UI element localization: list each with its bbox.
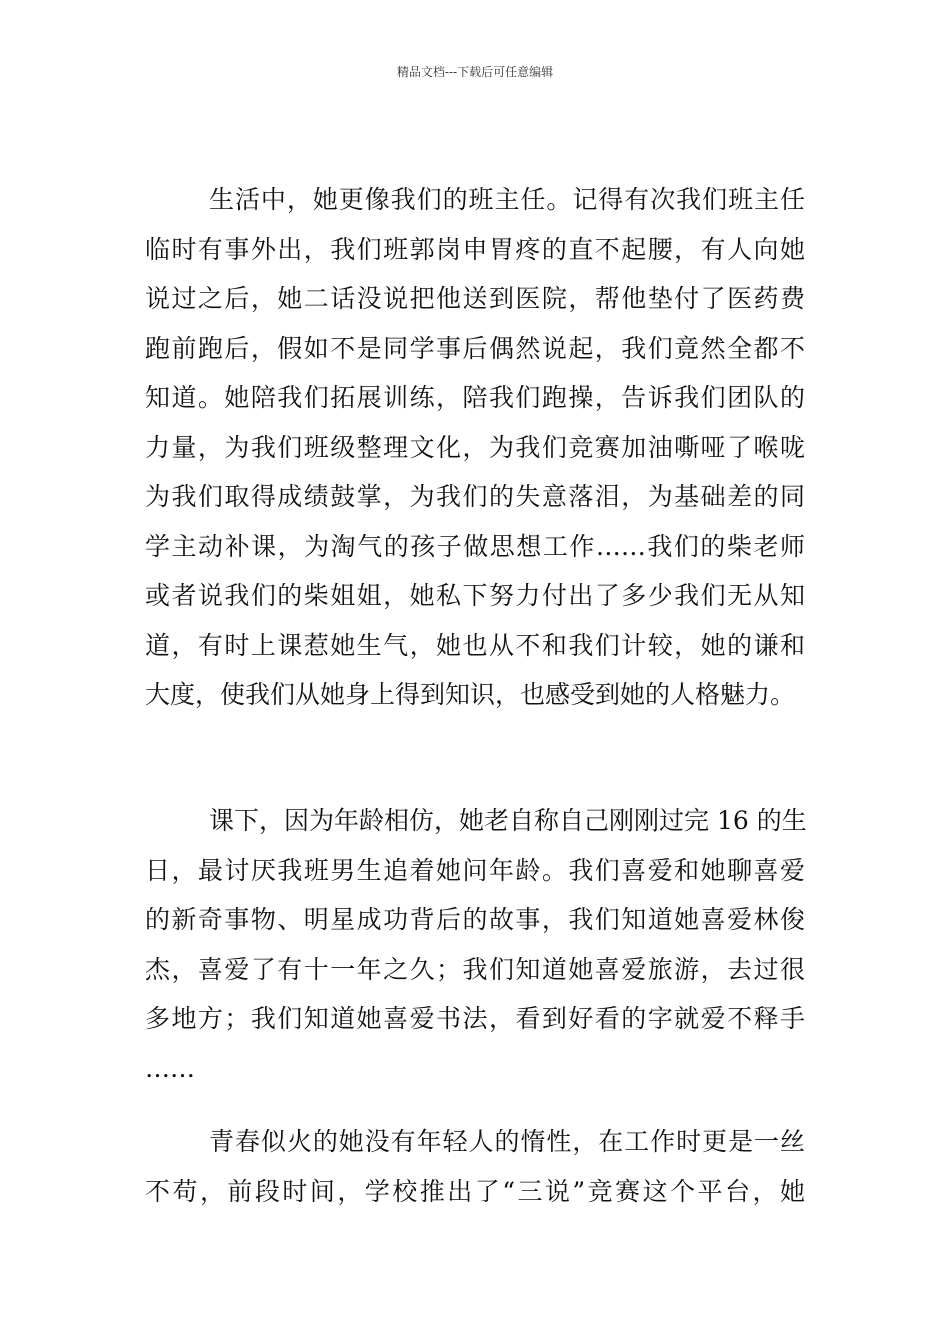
text-line: 多地方；我们知道她喜爱书法，看到好看的字就爱不释手	[145, 1004, 805, 1033]
text-line: 不苟，前段时间，学校推出了“三说”竞赛这个平台，她	[145, 1176, 805, 1206]
text-line: 日，最讨厌我班男生追着她问年龄。我们喜爱和她聊喜爱	[145, 855, 805, 885]
text-line: 跑前跑后，假如不是同学事后偶然说起，我们竟然全都不	[145, 333, 805, 363]
text-line: 课下，因为年龄相仿，她老自称自己刚刚过完 16 的生	[209, 806, 807, 835]
text-line: ……	[145, 1053, 195, 1083]
paragraph-2	[145, 796, 805, 1093]
text-line: 学主动补课，为淘气的孩子做思想工作……我们的柴老师	[145, 531, 805, 561]
text-line: 青春似火的她没有年轻人的惰性，在工作时更是一丝	[209, 1127, 805, 1156]
text-line: 道，有时上课惹她生气，她也从不和我们计较，她的谦和	[145, 630, 805, 660]
text-line: 生活中，她更像我们的班主任。记得有次我们班主任	[209, 185, 805, 214]
text-line: 说过之后，她二话没说把他送到医院，帮他垫付了医药费	[145, 284, 805, 313]
text-line: 力量，为我们班级整理文化，为我们竞赛加油嘶哑了喉咙	[145, 432, 805, 462]
text-line: 或者说我们的柴姐姐，她私下努力付出了多少我们无从知	[145, 581, 805, 610]
text-line: 杰，喜爱了有十一年之久；我们知道她喜爱旅游，去过很	[145, 954, 805, 984]
text-line: 为我们取得成绩鼓掌，为我们的失意落泪，为基础差的同	[145, 482, 805, 511]
paragraph-3	[145, 1117, 805, 1216]
page-header: 精品文档---下载后可任意编辑	[396, 65, 554, 79]
text-line: 大度，使我们从她身上得到知识，也感受到她的人格魅力。	[145, 680, 796, 709]
text-line: 临时有事外出，我们班郭岗申胃疼的直不起腰，有人向她	[145, 234, 805, 264]
text-line: 的新奇事物、明星成功背后的故事，我们知道她喜爱林俊	[145, 905, 805, 934]
text-line: 知道。她陪我们拓展训练，陪我们跑操，告诉我们团队的	[145, 383, 805, 412]
paragraph-1	[145, 175, 805, 720]
